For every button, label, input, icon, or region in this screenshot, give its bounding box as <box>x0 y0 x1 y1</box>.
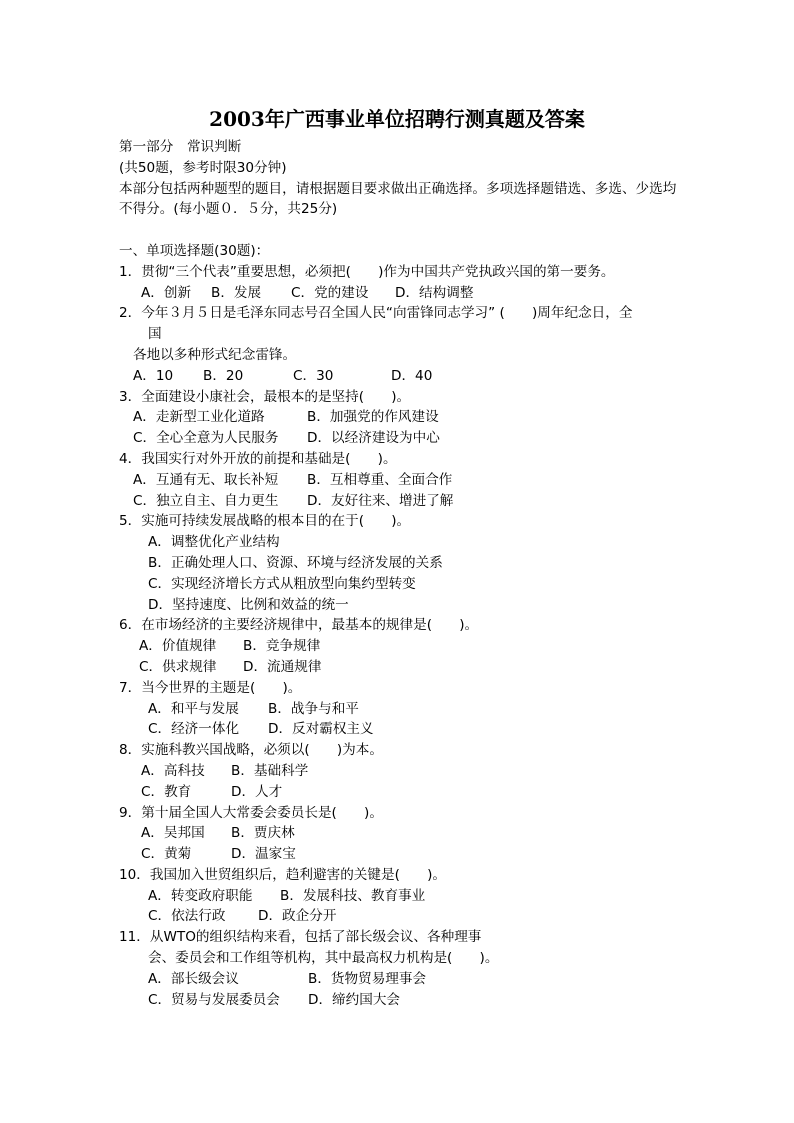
option-a: A．10 <box>133 367 174 384</box>
option-b: B．加强党的作风建设 <box>307 409 439 426</box>
document-body <box>119 137 679 1010</box>
option-a: A．调整优化产业结构 <box>148 534 280 551</box>
option-c: C．黄菊 <box>141 846 192 863</box>
question-10-stem: 10．我国加入世贸组织后，趋利避害的关键是( )。 <box>119 866 446 883</box>
question-2-options <box>119 366 679 387</box>
option-d: D．坚持速度、比例和效益的统一 <box>148 596 349 613</box>
question-2-stem-wrap: 国 <box>148 326 162 343</box>
question-3-stem: 3．全面建设小康社会，最根本的是坚持( )。 <box>119 388 411 405</box>
option-b: B．互相尊重、全面合作 <box>307 471 453 488</box>
option-d: D．流通规律 <box>243 658 322 675</box>
question-4-options-cd <box>119 491 679 512</box>
option-c: C．全心全意为人民服务 <box>133 430 279 447</box>
blank-line <box>119 220 679 241</box>
instructions: 本部分包括两种题型的题目，请根据题目要求做出正确选择。多项选择题错选、多选、少选均不得分。(每小题０．５分，共25分) <box>119 180 677 218</box>
option-d: D．温家宝 <box>231 846 296 863</box>
question-count: (共50题，参考时限30分钟) <box>119 159 287 176</box>
option-c: C．党的建设 <box>291 284 369 301</box>
option-c: C．依法行政 <box>148 908 226 925</box>
question-1-options <box>119 283 679 304</box>
question-11-stem-cont: 会、委员会和工作组等机构，其中最高权力机构是( )。 <box>148 950 499 967</box>
option-d: D．人才 <box>231 783 283 800</box>
question-10-options-cd <box>119 906 679 927</box>
option-a: A．吴邦国 <box>141 825 205 842</box>
option-a: A．高科技 <box>141 762 205 779</box>
option-a: A．走新型工业化道路 <box>133 409 265 426</box>
part-heading: 第一部分 常识判断 <box>119 139 242 155</box>
option-b: B．正确处理人口、资源、环境与经济发展的关系 <box>148 554 443 571</box>
option-a: A．和平与发展 <box>148 700 239 717</box>
option-a: A．互通有无、取长补短 <box>133 471 279 488</box>
document-title: 2003年广西事业单位招聘行测真题及答案 <box>209 107 585 131</box>
option-b: B．贾庆林 <box>231 825 295 842</box>
option-c: C．经济一体化 <box>148 721 240 738</box>
question-9-options-ab <box>119 823 679 844</box>
option-b: B．竞争规律 <box>243 638 321 655</box>
option-a: A．转变政府职能 <box>148 887 253 904</box>
question-1-stem: 1．贯彻“三个代表”重要思想，必须把( )作为中国共产党执政兴国的第一要务。 <box>119 263 615 280</box>
question-8-options-ab <box>119 761 679 782</box>
option-b: B．货物贸易理事会 <box>308 970 427 987</box>
option-b: B．基础科学 <box>231 762 309 779</box>
option-c: C．供求规律 <box>139 658 217 675</box>
option-a: A．部长级会议 <box>148 970 239 987</box>
question-9-options-cd <box>119 844 679 865</box>
question-8-stem: 8．实施科教兴国战略，必须以( )为本。 <box>119 742 383 759</box>
option-c: C．实现经济增长方式从粗放型向集约型转变 <box>148 575 416 592</box>
option-d: D．友好往来、增进了解 <box>307 492 454 509</box>
question-4-options-ab <box>119 470 679 491</box>
option-b: B．战争与和平 <box>268 700 359 717</box>
section-heading: 一、单项选择题(30题)： <box>119 242 270 259</box>
option-a: A．创新 <box>141 284 192 301</box>
option-d: D．40 <box>391 367 433 384</box>
question-3-options-cd <box>119 428 679 449</box>
option-c: C．30 <box>293 367 334 384</box>
question-3-options-ab <box>119 407 679 428</box>
question-7-options-cd <box>119 719 679 740</box>
question-11-options-cd <box>119 990 679 1011</box>
question-6-options-cd <box>119 657 679 678</box>
question-9-stem: 9．第十届全国人大常委会委员长是( )。 <box>119 804 383 821</box>
option-c: C．独立自主、自力更生 <box>133 492 279 509</box>
question-6-stem: 6．在市场经济的主要经济规律中，最基本的规律是( )。 <box>119 617 479 634</box>
option-d: D．反对霸权主义 <box>268 721 374 738</box>
question-5-stem: 5．实施可持续发展战略的根本目的在于( )。 <box>119 513 411 530</box>
option-c: C．教育 <box>141 783 192 800</box>
question-2-stem-cont: 各地以多种形式纪念雷锋。 <box>133 346 297 363</box>
option-b: B．发展科技、教育事业 <box>280 887 426 904</box>
option-a: A．价值规律 <box>139 638 217 655</box>
option-c: C．贸易与发展委员会 <box>148 991 280 1008</box>
option-d: D．以经济建设为中心 <box>307 430 440 447</box>
option-b: B．发展 <box>211 284 262 301</box>
question-11-options-ab <box>119 969 679 990</box>
option-d: D．缔约国大会 <box>308 991 401 1008</box>
question-7-stem: 7．当今世界的主题是( )。 <box>119 679 302 696</box>
question-2-stem: 2．今年３月５日是毛泽东同志号召全国人民“向雷锋同志学习” ( )周年纪念日，全 <box>119 305 633 322</box>
question-10-options-ab <box>119 886 679 907</box>
option-b: B．20 <box>203 367 244 384</box>
question-11-stem: 11．从WTO的组织结构来看，包括了部长级会议、各种理事 <box>119 929 482 946</box>
question-6-options-ab <box>119 636 679 657</box>
question-8-options-cd <box>119 782 679 803</box>
question-7-options-ab <box>119 699 679 720</box>
option-d: D．政企分开 <box>258 908 337 925</box>
question-4-stem: 4．我国实行对外开放的前提和基础是( )。 <box>119 450 397 467</box>
option-d: D．结构调整 <box>395 284 474 301</box>
